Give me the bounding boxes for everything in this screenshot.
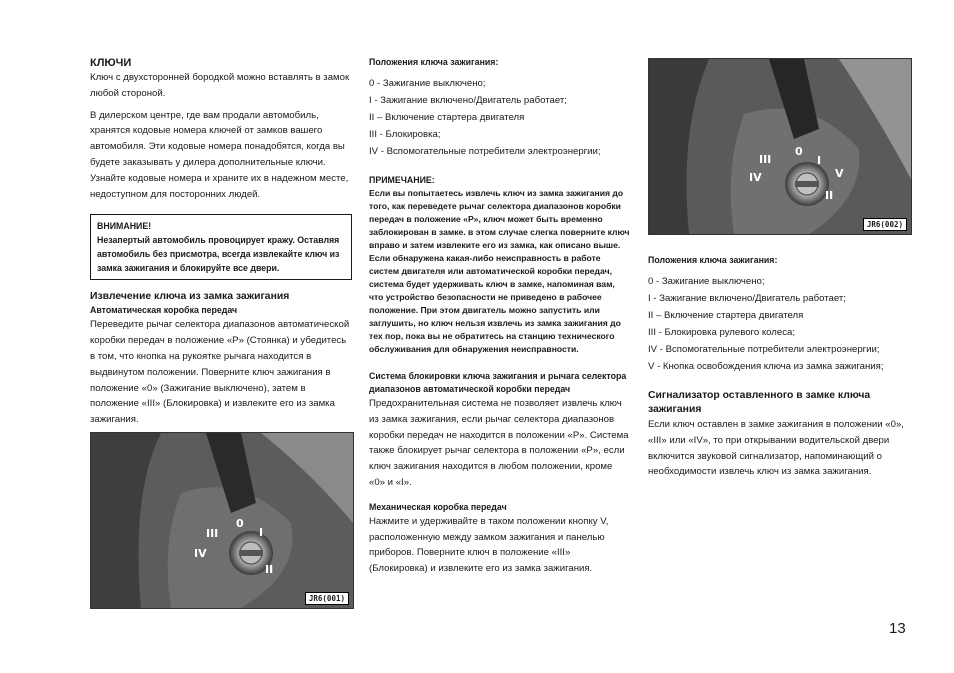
photo2-label-iv: IV: [749, 171, 762, 184]
list-item: I - Зажигание включено/Двигатель работает;: [648, 293, 846, 304]
list-item: I - Зажигание включено/Двигатель работает;: [369, 95, 567, 106]
signal-title: Сигнализатор оставленного в замке ключа зажигания: [648, 390, 871, 415]
list-item: V - Кнопка освобождения ключа из замка зажигания;: [648, 361, 884, 372]
keys-heading: КЛЮЧИ: [90, 57, 132, 69]
list-item: IV - Вспомогательные потребители электроэнергии;: [648, 344, 880, 355]
photo2-label-v: V: [835, 167, 844, 180]
photo1-tag: JR6(001): [305, 592, 349, 605]
paragraph-key-codes: В дилерском центре, где вам продали автомобиль, хранятся кодовые номера ключей от замков вашего автомобиля. Эти кодовые номера понадобятся, когда вы будете заказывать у дилера дополнительные ключи. Узнайте кодовые номера и храните их в надежном месте, недоступном для посторонних людей.: [90, 109, 349, 200]
list-item: II – Включение стартера двигателя: [369, 112, 525, 123]
photo2-label-0: 0: [795, 145, 803, 158]
positions-list-1: [369, 75, 631, 160]
warning-text: Незапертый автомобиль провоцирует кражу. Оставляя автомобиль без присмотра, всегда извлекайте ключ из замка зажигания и блокируйте все двери.: [97, 235, 340, 274]
list-item: IV - Вспомогательные потребители электроэнергии;: [369, 146, 601, 157]
warning-title: ВНИМАНИЕ!: [97, 221, 152, 232]
photo1-label-0: 0: [236, 516, 244, 530]
lock-system-title: Система блокировки ключа зажигания и рычага селектора диапазонов автоматической коробки передач: [369, 371, 627, 394]
list-item: III - Блокировка рулевого колеса;: [648, 327, 796, 338]
paragraph-key-insert: Ключ с двухсторонней бородкой можно вставлять в замок любой стороной.: [90, 72, 350, 99]
photo1-label-iii: III: [206, 526, 219, 540]
subsection-automatic: Автоматическая коробка передач: [90, 305, 238, 316]
section-title-key-removal: Извлечение ключа из замка зажигания: [90, 291, 290, 303]
photo2-label-iii: III: [759, 153, 772, 166]
photo2-label-i: I: [817, 154, 822, 167]
photo2-label-ii: II: [825, 189, 834, 202]
page-number: 13: [889, 620, 906, 637]
photo1-label-iv: IV: [194, 546, 207, 560]
lock-system-text: Предохранительная система не позволяет извлечь ключ из замка зажигания, если рычаг селектора диапазонов коробки передач не находится в положении «P». Система также блокирует рычаг селектора в положении «P», если ключ зажигания находится в любом положении, кроме «0» и «I».: [369, 398, 629, 488]
list-item: 0 - Зажигание выключено;: [369, 78, 486, 89]
middle-column: [369, 56, 631, 577]
list-item: III - Блокировка;: [369, 129, 441, 140]
manual-title: Механическая коробка передач: [369, 501, 507, 512]
ignition-photo-2: [648, 58, 912, 235]
positions-title-2: Положения ключа зажигания:: [648, 255, 778, 265]
note-title: ПРИМЕЧАНИЕ:: [369, 175, 435, 185]
ignition-photo-1: [90, 432, 354, 609]
photo1-label-i: I: [259, 525, 264, 539]
warning-box: [90, 214, 352, 280]
photo2-tag: JR6(002): [863, 218, 907, 231]
list-item: II – Включение стартера двигателя: [648, 310, 804, 321]
right-column: [648, 58, 910, 480]
signal-text: Если ключ оставлен в замке зажигания в положении «0», «III» или «IV», то при открывании водительской двери включится звуковой сигнализатор, напоминающий о необходимости извлечь ключ из замка зажигания.: [648, 419, 904, 478]
paragraph-automatic: Переведите рычаг селектора диапазонов автоматической коробки передач в положение «P» (Стоянка) и убедитесь в том, что кнопка на рукоятке рычага находится в выдвинутом положении. Поверните ключ зажигания в положение «0» (Зажигание выключено), затем в положение «III» (Блокировка) и извлеките его из замка зажигания.: [90, 319, 350, 426]
positions-title-1: Положения ключа зажигания:: [369, 57, 499, 67]
positions-list-2: [648, 273, 910, 375]
list-item: 0 - Зажигание выключено;: [648, 276, 765, 287]
photo1-label-ii: II: [265, 562, 274, 576]
left-column: [90, 56, 352, 609]
note-text: Если вы попытаетесь извлечь ключ из замка зажигания до того, как переведете рычаг селектора диапазонов коробки передач в положение «P», ключ может быть временно заблокирован в замке. в этом случае слегка поверните ключ вправо и затем извлеките его из замка, как описано выше. Если обнаружена какая-либо неисправность в работе систем двигателя или автоматической коробки передач, система будет удерживать ключ в замке, напоминая вам, что устройство безопасности не приведено в рабочее положение. При этом двигатель можно запустить или заглушить, но ключ нельзя извлечь из замка зажигания до тех пор, пока вы не обратитесь на станцию технического обслуживания для обнаружения неисправности.: [369, 188, 630, 354]
manual-text: Нажмите и удерживайте в таком положении кнопку V, расположенную между замком зажигания и панелью приборов. Поверните ключ в положение «III» (Блокировка) и извлеките его из замка зажигания.: [369, 515, 609, 575]
